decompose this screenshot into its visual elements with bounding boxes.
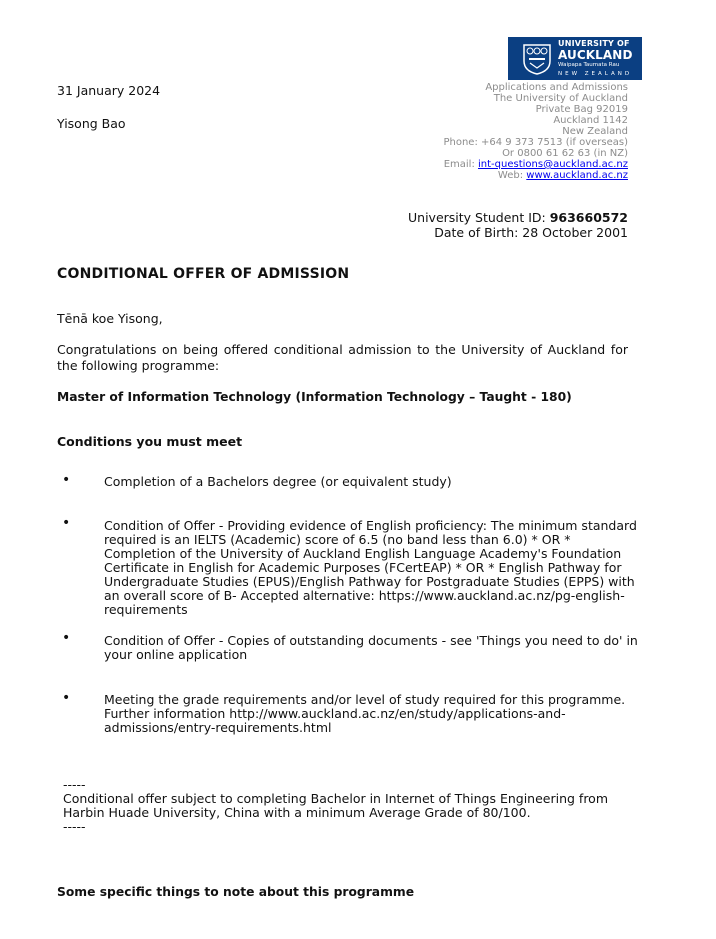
address-line: Phone: +64 9 373 7513 (if overseas) [443, 137, 628, 148]
web-line [378, 170, 628, 181]
condition-item: Condition of Offer - Providing evidence of English proficiency: The minimum standard required is an IELTS (Academic) score of 6.5 (no band less than 6.0) * OR * Completion of the University of Auckland English Language Academy's Foundation Certificate in English for Academic Purposes (FCertEAP) * OR * English Pathway for Undergraduate Studies (EPUS)/English Pathway for Postgraduate Studies (EPPS) with an overall score of B- Accepted alternative: https://www.auckland.ac.nz/pg-english-requirements [104, 518, 637, 617]
address-block [378, 82, 628, 181]
web-link[interactable]: www.auckland.ac.nz [526, 170, 628, 181]
page-title: CONDITIONAL OFFER OF ADMISSION [57, 266, 350, 282]
crest-icon [522, 43, 552, 75]
web-label: Web: [497, 170, 524, 181]
conditions-heading: Conditions you must meet [57, 434, 243, 449]
student-id: 963660572 [549, 210, 628, 225]
student-info [408, 210, 628, 240]
address-line: Applications and Admissions [485, 82, 628, 93]
university-logo [508, 37, 642, 80]
recipient-name: Yisong Bao [57, 116, 126, 131]
address-line: New Zealand [562, 126, 628, 137]
logo-line-auckland: AUCKLAND [558, 48, 633, 62]
address-line: Private Bag 92019 [535, 104, 628, 115]
congratulations-paragraph: Congratulations on being offered conditional admission to the University of Auckland for the following programme: [57, 342, 628, 373]
bullet-icon: • [62, 690, 71, 706]
greeting: Tēnā koe Yisong, [57, 311, 163, 326]
logo-line-university-of: UNIVERSITY OF [558, 39, 630, 48]
condition-item: Condition of Offer - Copies of outstanding documents - see 'Things you need to do' in your online application [104, 633, 638, 662]
address-line: Auckland 1142 [553, 115, 628, 126]
divider: ----- [63, 777, 86, 792]
email-link[interactable]: int-questions@auckland.ac.nz [478, 159, 628, 170]
letter-date: 31 January 2024 [57, 83, 161, 98]
conditional-note [63, 778, 633, 834]
bullet-icon: • [62, 630, 71, 646]
logo-line-maori-name: Waipapa Taumata Rau [558, 62, 620, 68]
logo-line-new-zealand: NEW ZEALAND [558, 70, 633, 77]
programme-name: Master of Information Technology (Information Technology – Taught - 180) [57, 390, 572, 404]
condition-item: Completion of a Bachelors degree (or equivalent study) [104, 474, 452, 489]
student-id-label: University Student ID: [408, 210, 546, 225]
divider: ----- [63, 819, 86, 834]
email-line [378, 159, 628, 170]
specific-things-heading: Some specific things to note about this programme [57, 885, 415, 899]
note-text: Conditional offer subject to completing Bachelor in Internet of Things Engineering from Harbin Huade University, China with a minimum Average Grade of 80/100. [63, 791, 609, 820]
email-label: Email: [443, 159, 475, 170]
student-id-line [408, 210, 628, 225]
bullet-icon: • [62, 515, 71, 531]
bullet-icon: • [62, 472, 71, 488]
date-of-birth: Date of Birth: 28 October 2001 [434, 225, 628, 240]
address-line: The University of Auckland [493, 93, 628, 104]
condition-item: Meeting the grade requirements and/or level of study required for this programme. Further information http://www.auckland.ac.nz/en/study/applications-and-admissions/entry-requirements.html [104, 692, 626, 735]
address-line: Or 0800 61 62 63 (in NZ) [502, 148, 628, 159]
